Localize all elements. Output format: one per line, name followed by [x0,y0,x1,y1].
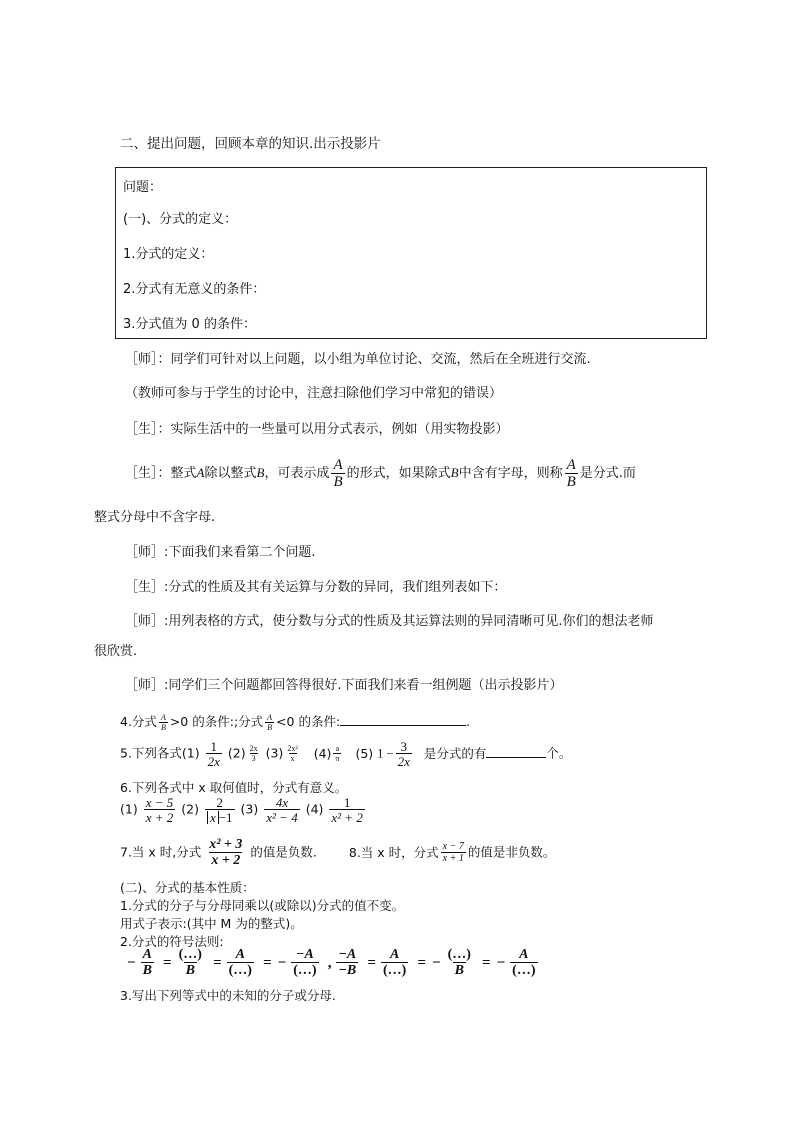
p4-text-b: 除以整式 [204,466,257,481]
q7-fraction: $\frac{\text{x² + 3}}{x + 2}$ [209,837,243,868]
question-6-items: (1) $\frac{x - 5}{x + 2}$ (2) $\frac{2}{x -1}$ (3) $\frac{4x}{\text{x² − 4}}$ (4) $\frac{1}{\text{x² + 2}}$ [120,795,363,825]
symbol-B: B [256,465,265,480]
section-2-line-4: 3.写出下列等式中的未知的分子或分母. [120,988,336,1003]
sign-frac-4: $\frac{-A}{(\dots)}$ [293,947,317,978]
box-subtitle: (一)、分式的定义： [123,212,238,227]
sign-frac-3: $\frac{A}{(\dots)}$ [228,947,252,978]
q6-expr-2: $\frac{2}{x -1}$ [205,796,235,824]
p4-text-e: 中含有字母，则称 [458,466,563,481]
question-7-8: 7.当 x 时,分式 $\frac{\text{x² + 3}}{x + 2}$ 的值是负数. 8.当 x 时，分式 $\frac{x - 7}{x + 1}$ 的值是非负数。 [120,837,556,868]
p4-text-c: ，可表示成 [264,466,330,481]
question-5: 5.下列各式(1) $\frac{1}{2x}$ (2) $\frac{2x}{3}$ (3) $\frac{\text{2x²}}{x}$ (4) $\frac{a}{\pi}$ (5) 1 − $\frac{3}{2x}$ 是分式的有 个。 [120,739,572,769]
q6-expr-3: $\frac{4x}{\text{x² − 4}}$ [266,795,298,825]
q8-fraction: $\frac{x - 7}{x + 1}$ [442,841,464,864]
paragraph-note: （教师可参与于学生的讨论中，注意扫除他们学习中常犯的错误） [125,386,503,401]
paragraph-teacher-2: ［师］:下面我们来看第二个问题. [125,545,316,560]
sign-rule-formula: − $\frac{A}{B}$ = $\frac{(\dots)}{B}$ = $\frac{A}{(\dots)}$ = − $\frac{-A}{(\dots)}$ , $\frac{-A}{-B}$ = $\frac{A}{(\dots)}$ = − $\frac{(\dots)}{B}$ = − $\frac{A}{(\dots)}$ [127,947,536,978]
fraction-a-over-b: $\frac{A}{B}$ [333,456,343,490]
q5-frac-1: $\frac{1}{2x}$ [207,739,220,769]
section-2-line-1: 1.分式的分子与分母同乘以(或除以)分式的值不变。 [120,898,405,913]
box-question-2: 2.分式有无意义的条件： [123,282,266,297]
p4-text-d: 的形式，如果除式 [346,466,451,481]
section-2-line-3: 2.分式的符号法则: [120,934,224,949]
paragraph-teacher-4: ［师］:同学们三个问题都回答得很好.下面我们来看一组例题（出示投影片） [125,678,563,693]
section-2-line-2: 用式子表示:(其中 M 为的整式)。 [120,916,303,931]
sign-frac-7: $\frac{(\dots)}{B}$ [447,947,471,978]
sign-frac-2: $\frac{(\dots)}{B}$ [178,947,202,978]
q5-frac-3: $\frac{\text{2x²}}{x}$ [287,744,298,763]
symbol-B-2: B [450,465,459,480]
paragraph-teacher-1: ［师］：同学们可针对以上问题，以小组为单位讨论、交流，然后在全班进行交流. [125,352,591,367]
sign-frac-5: $\frac{-A}{-B}$ [338,947,357,978]
symbol-A: A [196,465,205,480]
q5-frac-4: $\frac{a}{\pi}$ [335,744,340,763]
q6-expr-1: $\frac{x - 5}{x + 2}$ [145,795,174,825]
paragraph-student-1: ［生］：实际生活中的一些量可以用分式表示，例如（用实物投影） [125,422,509,437]
sign-frac-8: $\frac{A}{(\dots)}$ [512,947,536,978]
q5-frac-2: $\frac{2x}{3}$ [249,744,258,763]
question-box [115,167,707,339]
sign-frac-1: $\frac{A}{B}$ [142,947,152,978]
box-question-1: 1.分式的定义： [123,247,214,262]
answer-blank-q5[interactable] [486,745,546,758]
paragraph-student-2-cont: 整式分母中不含字母. [94,510,216,525]
paragraph-teacher-3-cont: 很欣赏. [94,644,138,659]
q5-frac-5: $\frac{3}{2x}$ [397,739,410,769]
paragraph-student-2 [125,455,636,492]
paragraph-student-3: ［生］:分式的性质及其有关运算与分数的异同，我们组列表如下： [125,580,507,595]
section-heading: 二、提出问题，回顾本章的知识.出示投影片 [120,136,381,152]
p4-text-f: 是分式.而 [579,466,636,481]
question-4: 4.分式 $\frac{A}{B}$ >0 的条件:;分式 $\frac{A}{B}$ <0 的条件: . [120,712,471,732]
box-question-3: 3.分式值为 0 的条件： [123,317,256,332]
box-title: 问题： [123,180,163,195]
section-2-title: (二)、分式的基本性质： [120,880,255,895]
answer-blank-q4[interactable] [340,713,466,726]
sign-frac-6: $\frac{A}{(\dots)}$ [382,947,407,978]
fraction-a-b-small: $\frac{A}{B}$ [160,712,166,732]
paragraph-teacher-3: ［师］:用列表格的方式，使分数与分式的性质及其运算法则的异同清晰可见.你们的想法老师 [125,614,654,629]
fraction-a-over-b-2: $\frac{A}{B}$ [566,456,576,490]
p4-text-a: ［生］：整式 [125,466,197,481]
fraction-a-b-small-2: $\frac{A}{B}$ [267,712,273,732]
question-6-text: 6.下列各式中 x 取何值时，分式有意义。 [120,780,348,795]
q6-expr-4: $\frac{1}{\text{x² + 2}}$ [331,795,363,825]
